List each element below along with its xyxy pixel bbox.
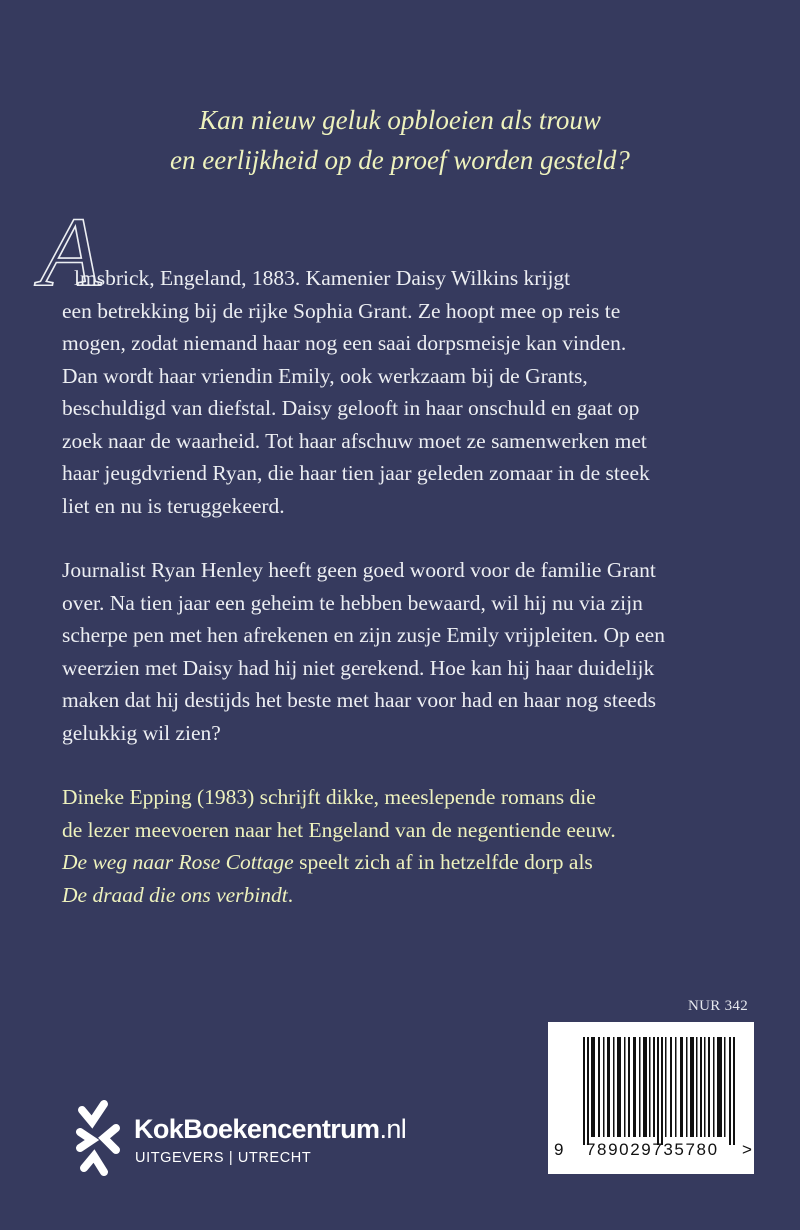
tagline-line-2: en eerlijkheid op de proef worden gesteld? <box>170 145 630 175</box>
paragraph-line: Dan wordt haar vriendin Emily, ook werkzaam bij de Grants, <box>62 363 588 388</box>
paragraph-line: maken dat hij destijds het beste met haar voor had en haar nog steeds <box>62 688 657 712</box>
publisher-subline: UITGEVERS | UTRECHT <box>135 1150 312 1166</box>
author-line <box>62 879 762 912</box>
author-line-text: . <box>287 882 294 907</box>
paragraph-line: scherpe pen met hen afrekenen en zijn zusje Emily vrijpleiten. Op een <box>62 623 665 647</box>
barcode-bars-icon <box>583 1037 737 1145</box>
paragraph-line: haar jeugdvriend Ryan, die haar tien jaar geleden zomaar in de steek <box>62 461 650 485</box>
tagline <box>0 100 800 180</box>
barcode-quiet-zone-arrow: > <box>742 1140 753 1159</box>
blurb-paragraph-1 <box>40 196 762 522</box>
book-title: De weg naar Rose Cottage <box>62 850 294 874</box>
paragraph-line: over. Na tien jaar een geheim te hebben bewaard, wil hij nu via zijn <box>62 590 643 615</box>
barcode-main-digits: 789029735780 <box>586 1140 719 1159</box>
paragraph-line: gelukkig wil zien? <box>62 720 221 745</box>
author-line-text: speelt zich af in hetzelfde dorp als <box>293 850 593 874</box>
isbn-barcode <box>548 1022 754 1174</box>
book-title: De draad die ons verbindt <box>62 882 288 907</box>
paragraph-line: weerzien met Daisy had hij niet gerekend. Hoe kan hij haar duidelijk <box>62 655 655 680</box>
paragraph-line: Journalist Ryan Henley heeft geen goed woord voor de familie Grant <box>62 558 656 582</box>
author-line: Dineke Epping (1983) schrijft dikke, meeslepende romans die <box>62 785 596 809</box>
publisher-name <box>134 1114 406 1145</box>
barcode-lead-digit: 9 <box>554 1140 564 1159</box>
publisher-name-tld: .nl <box>379 1114 407 1144</box>
publisher-name-main: KokBoekencentrum <box>134 1114 380 1144</box>
dropcap-letter: A <box>40 196 102 307</box>
author-line: de lezer meevoeren naar het Engeland van de negentiende eeuw. <box>62 817 616 842</box>
paragraph-line: liet en nu is teruggekeerd. <box>62 493 285 518</box>
tagline-line-1: Kan nieuw geluk opbloeien als trouw <box>199 105 601 135</box>
author-line <box>62 846 762 879</box>
blurb-paragraph-2 <box>62 554 762 749</box>
paragraph-line: zoek naar de waarheid. Tot haar afschuw moet ze samenwerken met <box>62 428 647 453</box>
author-bio <box>62 781 762 911</box>
nur-code: NUR 342 <box>688 998 749 1014</box>
paragraph-line: een betrekking bij de rijke Sophia Grant. Ze hoopt mee op reis te <box>62 298 621 323</box>
paragraph-line: lmsbrick, Engeland, 1883. Kamenier Daisy Wilkins krijgt <box>74 266 571 290</box>
blurb <box>40 196 762 911</box>
paragraph-line: beschuldigd van diefstal. Daisy gelooft in haar onschuld en gaat op <box>62 396 640 420</box>
paragraph-line: mogen, zodat niemand haar nog een saai dorpsmeisje kan vinden. <box>62 331 627 355</box>
kok-boekencentrum-logo-icon <box>72 1098 124 1178</box>
